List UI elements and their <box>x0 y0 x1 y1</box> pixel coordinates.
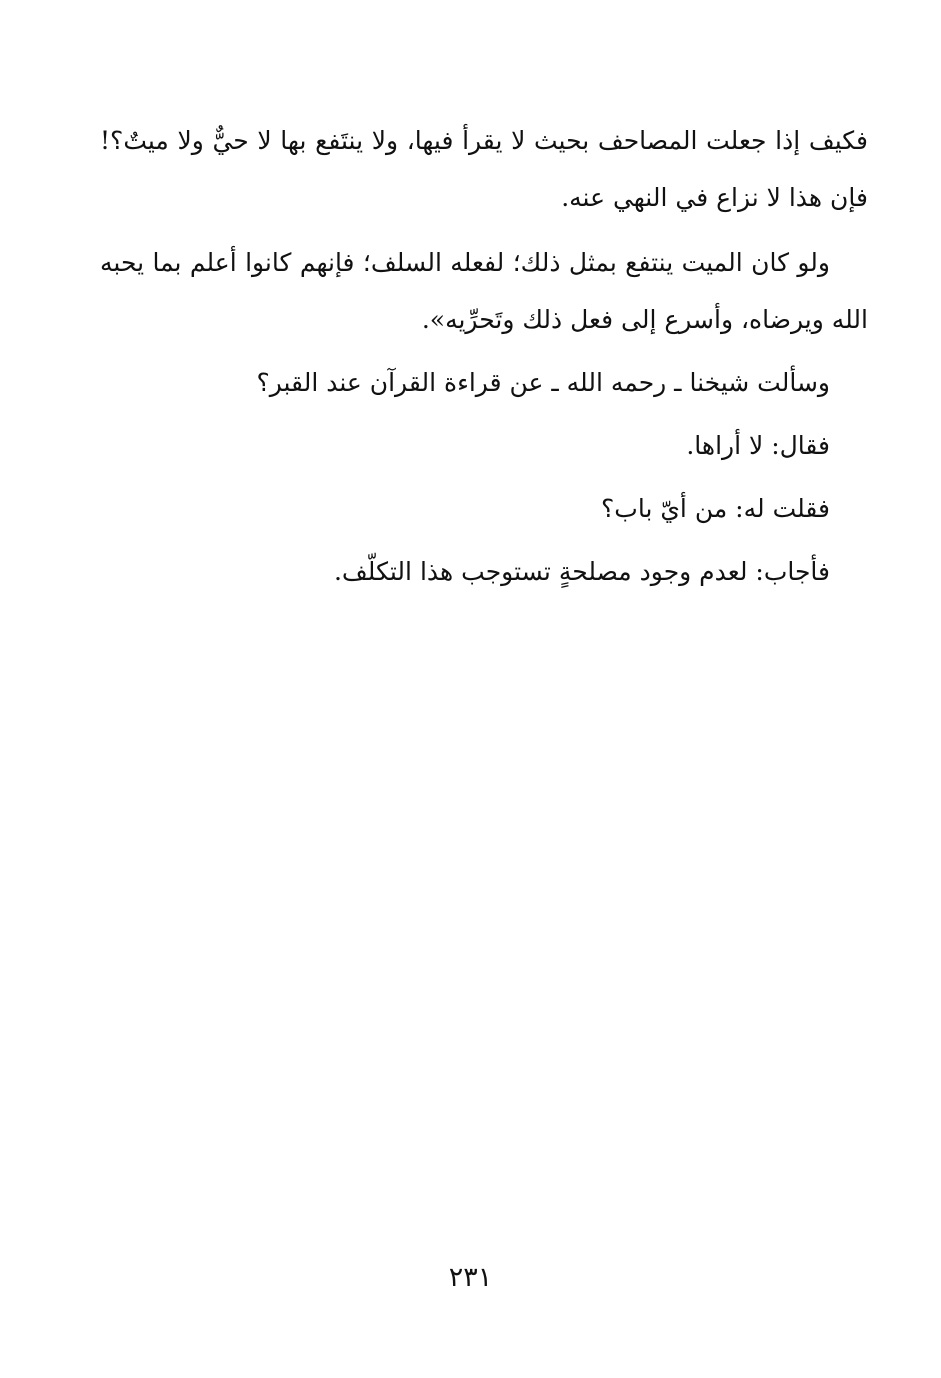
paragraph-salaf-practice: ولو كان الميت ينتفع بمثل ذلك؛ لفعله السلف؛ فإنهم كانوا أعلم بما يحبه الله ويرضاه، وأسرع إلى فعل ذلك وتَحرِّيه». <box>100 248 868 334</box>
paragraph-follow-up-question: فقلت له: من أيّ باب؟ <box>601 494 830 523</box>
paragraph-final-answer: فأجاب: لعدم وجود مصلحةٍ تستوجب هذا التكلّف. <box>333 557 830 586</box>
page-body-text <box>100 112 868 600</box>
paragraph-asked-sheikh: وسألت شيخنا ـ رحمه الله ـ عن قراءة القرآن عند القبر؟ <box>256 368 830 397</box>
paragraph-mushaf-question: فكيف إذا جعلت المصاحف بحيث لا يقرأ فيها، ولا ينتَفع بها لا حيٌّ ولا ميتٌ؟! فإن هذا لا نزاع في النهي عنه. <box>100 126 868 212</box>
page-number: ٢٣١ <box>448 1262 493 1293</box>
paragraph-sheikh-answer: فقال: لا أراها. <box>686 431 830 460</box>
